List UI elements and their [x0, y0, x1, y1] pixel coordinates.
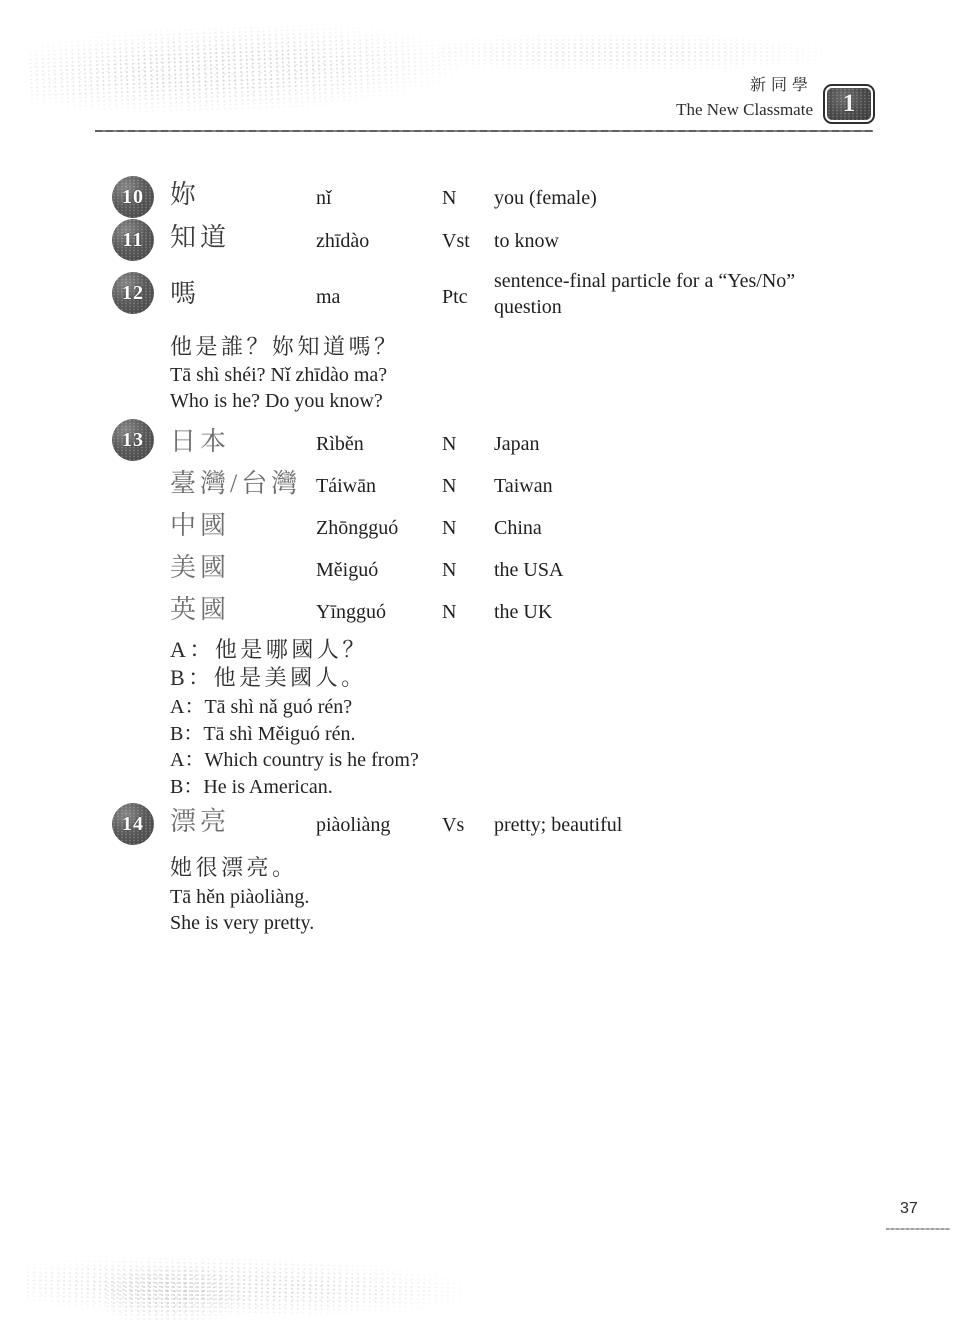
- vocab-pos: N: [442, 517, 457, 539]
- chapter-number: 1: [827, 88, 871, 120]
- dialogue-line-chinese: B：他是美國人。: [170, 665, 367, 690]
- vocab-gloss: the USA: [494, 559, 564, 581]
- vocab-pos: Ptc: [442, 286, 468, 308]
- vocab-gloss: you (female): [494, 187, 597, 209]
- vocab-pinyin: Rìběn: [316, 433, 364, 455]
- vocab-word: 英國: [170, 595, 231, 624]
- page-number-divider: [886, 1228, 950, 1230]
- dialogue-line-pinyin: A：Tā shì nǎ guó rén?: [170, 696, 353, 718]
- chapter-title-chinese: 新同學: [749, 77, 813, 94]
- vocab-gloss: to know: [494, 230, 559, 252]
- vocab-pos: Vst: [442, 230, 470, 252]
- vocab-pinyin: ma: [316, 286, 341, 308]
- scan-noise-top-right: [440, 34, 830, 72]
- chapter-title-english: The New Classmate: [676, 100, 813, 119]
- vocab-pinyin: Zhōngguó: [316, 517, 399, 539]
- vocab-pos: N: [442, 475, 457, 497]
- dialogue-line-english: A：Which country is he from?: [170, 749, 419, 771]
- entry-number-badge: 14: [112, 803, 154, 845]
- vocab-gloss: Japan: [494, 433, 540, 455]
- vocab-word: 美國: [170, 553, 231, 582]
- dialogue-line-chinese: A：他是哪國人？: [170, 637, 368, 662]
- chapter-number-badge: [823, 84, 875, 124]
- vocab-pinyin: piàoliàng: [316, 814, 391, 836]
- entry-number-badge: 11: [112, 219, 154, 261]
- vocab-word: 嗎: [170, 279, 201, 308]
- example-sentence-pinyin: Tā hěn piàoliàng.: [170, 886, 310, 908]
- vocab-pos: N: [442, 187, 457, 209]
- entry-number-badge: 12: [112, 272, 154, 314]
- vocab-word: 妳: [170, 180, 201, 209]
- vocab-word: 中國: [170, 511, 231, 540]
- vocab-pos: Vs: [442, 814, 465, 836]
- dialogue-line-pinyin: B：Tā shì Měiguó rén.: [170, 723, 356, 745]
- vocab-word: 知道: [170, 223, 231, 252]
- vocab-pinyin: nǐ: [316, 187, 332, 209]
- example-sentence-pinyin: Tā shì shéi? Nǐ zhīdào ma?: [170, 364, 388, 386]
- vocab-gloss: pretty; beautiful: [494, 814, 623, 836]
- vocab-word: 日本: [170, 427, 231, 456]
- vocab-gloss: China: [494, 517, 542, 539]
- vocab-word: 漂亮: [170, 807, 231, 836]
- entry-number-badge: 13: [112, 419, 154, 461]
- vocab-pos: N: [442, 559, 457, 581]
- vocab-pinyin: Táiwān: [316, 475, 376, 497]
- dialogue-line-english: B：He is American.: [170, 776, 333, 798]
- example-sentence-english: She is very pretty.: [170, 912, 315, 934]
- scan-noise-bottom: [25, 1254, 466, 1320]
- entry-number-badge: 10: [112, 176, 154, 218]
- vocab-gloss: Taiwan: [494, 475, 553, 497]
- vocab-pinyin: Měiguó: [316, 559, 379, 581]
- header-divider: [95, 130, 873, 132]
- vocab-gloss: sentence-final particle for a “Yes/No” question: [494, 270, 796, 318]
- page-number: 37: [900, 1200, 918, 1217]
- example-sentence-chinese: 他是誰？妳知道嗎？: [170, 334, 400, 359]
- vocab-pos: N: [442, 601, 457, 623]
- vocab-word: 臺灣/台灣: [170, 469, 302, 498]
- vocab-pos: N: [442, 433, 457, 455]
- example-sentence-english: Who is he? Do you know?: [170, 390, 383, 412]
- scan-noise-top: [27, 19, 460, 119]
- scan-noise-blob: [105, 1265, 245, 1323]
- vocab-pinyin: zhīdào: [316, 230, 370, 252]
- chapter-header: [676, 78, 813, 118]
- example-sentence-chinese: 她很漂亮。: [170, 855, 298, 880]
- vocab-gloss: the UK: [494, 601, 553, 623]
- vocab-pinyin: Yīngguó: [316, 601, 386, 623]
